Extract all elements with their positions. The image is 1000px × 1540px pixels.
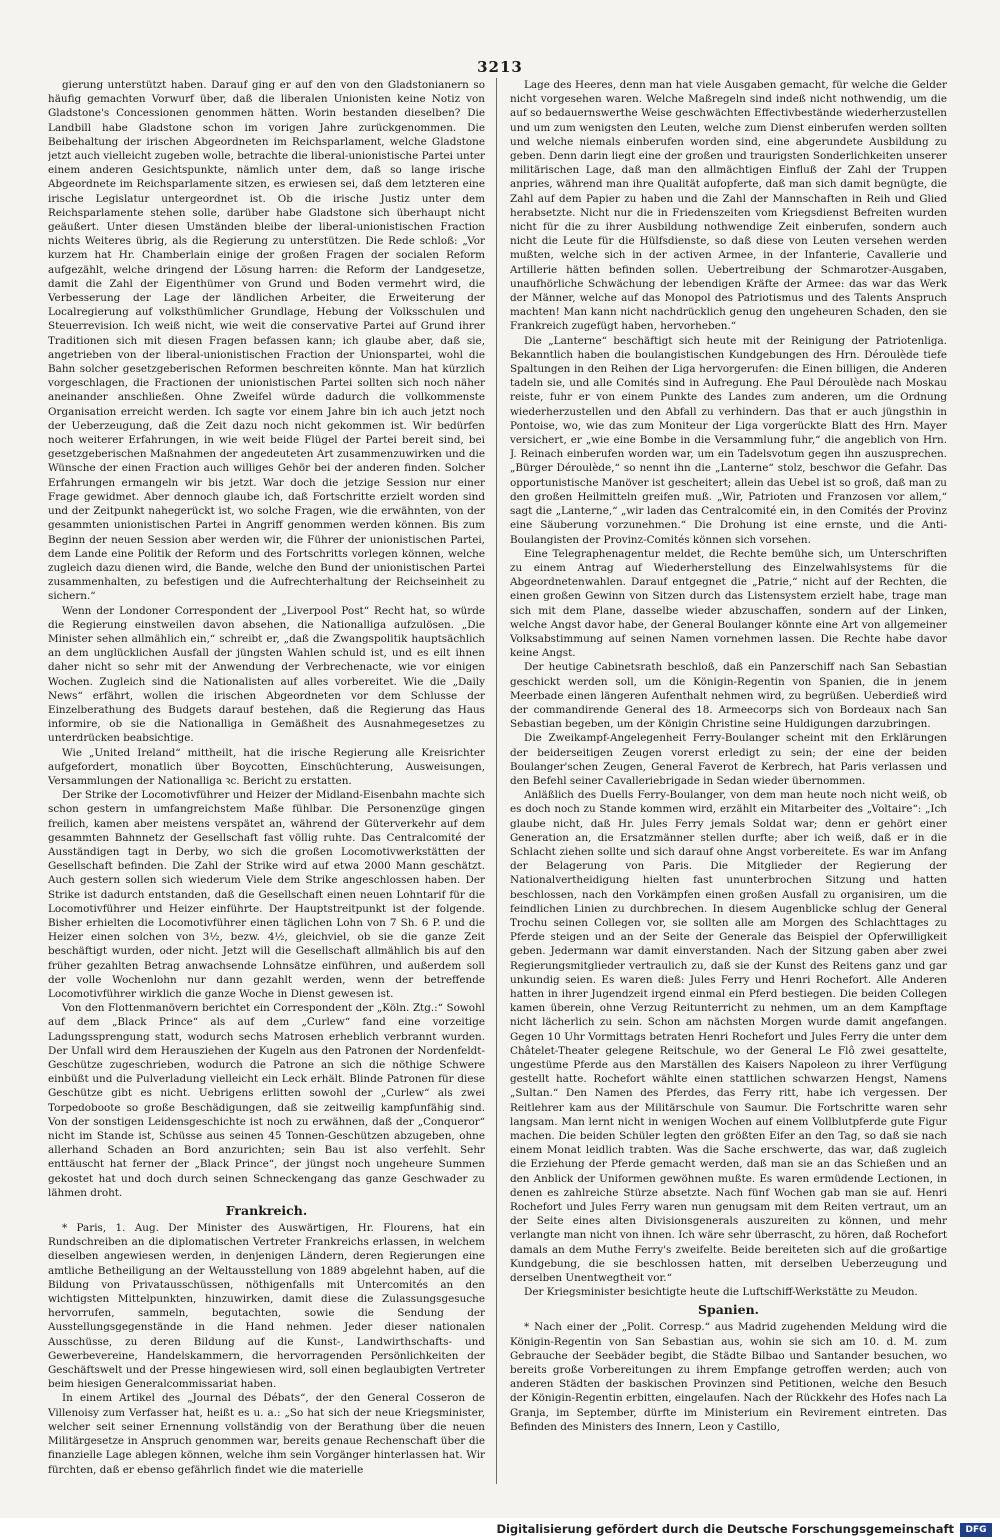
left-column <box>48 78 485 1484</box>
column-divider <box>496 78 497 1484</box>
article-paragraph: * Nach einer der „Polit. Corresp.“ aus Madrid zugehenden Meldung wird die Königin-Regentin von San Sebastian aus, wohin sie sich am 10. d. M. zum Gebrauche der Seebäder begibt, die Städte Bilbao und Santander besuchen, wo bereits große Vorbereitungen zu ihrem Empfange getroffen werden; auch von anderen Städten der baskischen Provinzen sind Petitionen, welche den Besuch der Königin-Regentin erbitten, eingelaufen. Nach der Rückkehr des Hofes nach La Granja, im September, dürfte im Ministerium ein Revirement eintreten. Das Befinden des Ministers des Innern, Leon y Castillo, <box>510 1321 947 1433</box>
article-paragraph: Der Kriegsminister besichtigte heute die Luftschiff-Werkstätte zu Meudon. <box>524 1286 918 1299</box>
article-paragraph: Von den Flottenmanövern berichtet ein Correspondent der „Köln. Ztg.:“ Sowohl auf dem „Black Prince“ als auf dem „Curlew“ fand eine vorzeitige Ladungssprengung statt, wodurch sechs Matrosen erheblich verbrannt wurden. Der Unfall wird dem Herausziehen der Kugeln aus den Patronen der Nordenfeldt-Geschütze zugeschrieben, wodurch die Patrone an sich die nöthige Schwere einbüßt und die Pulverladung vielleicht ein Leck erhält. Blinde Patronen für diese Geschütze gibt es nicht. Uebrigens erlitten sowohl der „Curlew“ als zwei Torpedoboote so große Beschädigungen, daß sie zeitweilig kampfunfähig sind. Von der sonstigen Leidensgeschichte ist noch zu erwähnen, daß der „Conqueror“ nicht im Stande ist, Schüsse aus seinen 45 Tonnen-Geschützen abzugeben, ohne allerhand Schaden an Bord anzurichten; sein Bau ist also verfehlt. Sehr enttäuscht hat ferner der „Black Prince“, der jüngst noch ungeheure Summen gekostet hat und doch durch seinen Schneckengang das ganze Geschwader zu lähmen droht. <box>48 1002 485 1199</box>
article-paragraph: Die „Lanterne“ beschäftigt sich heute mit der Reinigung der Patriotenliga. Bekanntlich haben die boulangistischen Kundgebungen des Hrn. Déroulède tiefe Spaltungen in den Reihen der Liga hervorgerufen: die Einen billigen, die Anderen tadeln sie, und alle Comités sind in Aufregung. Ehe Paul Déroulède nach Moskau reiste, fuhr er von einem Punkte des Landes zum anderen, um die Ordnung wiederherzustellen und den Abfall zu verhindern. Das that er auch jüngsthin in Pontoise, wo, wie das zum Moniteur der Liga vorgerückte Blatt des Hrn. Mayer versichert, er „wie eine Bombe in die Versammlung fuhr,“ die angeblich von Hrn. J. Reinach einberufen worden war, um ein Tadelsvotum gegen ihn auszusprechen. „Bürger Déroulède,“ so nennt ihn die „Lanterne“ stolz, beschwor die Gefahr. Das opportunistische Manöver ist gescheitert; allein das Uebel ist so groß, daß man zu den großen Heilmitteln greifen muß. „Wir, Patrioten und Franzosen vor allem,“ sagt die „Lanterne,“ „wir laden das Centralcomité ein, in den Comités der Provinz eine Säuberung vorzunehmen.“ Die Drohung ist eine ernste, und die Anti-Boulangisten der Provinz-Comités können sich vorsehen. <box>510 334 947 546</box>
page-number: 3213 <box>477 58 523 76</box>
article-paragraph: Lage des Heeres, denn man hat viele Ausgaben gemacht, für welche die Gelder nicht vorgesehen waren. Welche Maßregeln sind indeß nicht nothwendig, um die auf so bedauernswerthe Weise geschwächten Effectivbestände wiederherzustellen und um zum wenigsten den Leuten, welche zum Dienst einberufen werden sollten und welche niemals einberufen worden sind, eine abgerundete Ausbildung zu geben. Denn darin liegt eine der großen und traurigsten Sonderlichkeiten unserer militärischen Lage, daß man den allmächtigen Einfluß der Zahl der Truppen anpries, während man ihre Qualität aufopferte, daß man sich damit begnügte, die Zahl auf dem Papier zu haben und die Zahl der Mannschaften in Reih und Glied herabsetzte. Nicht nur die in Friedenszeiten vom Kriegsdienst Befreiten wurden nicht für die zu ihrer Ausbildung nothwendige Zeit einberufen, sondern auch nicht die Leute für die Hülfsdienste, so daß diese von Leuten versehen werden mußten, welche sich in der activen Armee, in der Infanterie, Cavallerie und Artillerie hätten befinden sollen. Uebertreibung der Schmarotzer-Ausgaben, unaufhörliche Schwächung der lebendigen Kräfte der Armee: das war das Werk der Männer, welche auf das Monopol des Patriotismus und des Talents Anspruch machten! Man kann nicht nachdrücklich genug den ungeheuren Schaden, den sie Frankreich zugefügt haben, hervorheben.“ <box>510 79 947 333</box>
section-heading: Spanien. <box>697 1302 760 1318</box>
article-paragraph: Wie „United Ireland“ mittheilt, hat die irische Regierung alle Kreisrichter aufgefordert, monatlich über Boycotten, Einschüchterung, Ausweisungen, Versammlungen der Nationalliga ꝛc. Bericht zu erstatten. <box>48 746 485 787</box>
section-heading: Frankreich. <box>225 1203 308 1219</box>
article-paragraph: In einem Artikel des „Journal des Débats“, der den General Cosseron de Villenoisy zum Verfasser hat, heißt es u. a.: „So hat sich der neue Kriegsminister, welcher seit seiner Ernennung vollständig von der Berathung über die neuen Militärgesetze in Anspruch genommen war, bereits genaue Rechenschaft über die finanzielle Lage ablegen können, welche ihm sein Vorgänger hinterlassen hat. Wir fürchten, daß er ebenso gefährlich findet wie die materielle <box>48 1392 485 1476</box>
footer-credit: Digitalisierung gefördert durch die Deutsche Forschungsgemeinschaft <box>496 1522 954 1536</box>
dfg-logo-icon: DFG <box>960 1523 992 1537</box>
right-column <box>510 78 947 1484</box>
article-paragraph: Eine Telegraphenagentur meldet, die Rechte bemühe sich, um Unterschriften zu einem Antrag auf Wiederherstellung des Einzelwahlsystems für die Abgeordnetenwahlen. Darauf entgegnet die „Patrie,“ nicht auf der Rechten, die einen großen Gewinn von Sitzen durch das Listensystem erzielt habe, trage man sich mit dem Plane, dasselbe wieder abzuschaffen, sondern auf der Linken, welche Angst davor habe, der General Boulanger könnte eine Art von allgemeiner Volksabstimmung auf seinen Namen vornehmen lassen. Die Rechte habe davor keine Angst. <box>510 547 947 660</box>
article-paragraph: Der Strike der Locomotivführer und Heizer der Midland-Eisenbahn machte sich schon gestern in umfangreichstem Maße fühlbar. Die Personenzüge gingen freilich, kamen aber meistens verspätet an, während der Güterverkehr auf dem gesammten Bahnnetz der Gesellschaft fast völlig ruhte. Das Centralcomité der Ausständigen tagt in Derby, wo sich die großen Locomotivwerkstätten der Gesellschaft befinden. Die Zahl der Strike wird auf etwa 2000 Mann geschätzt. Auch gestern sollen sich wiederum Viele dem Strike angeschlossen haben. Der Strike ist dadurch entstanden, daß die Gesellschaft einen neuen Lohntarif für die Locomotivführer und Heizer einführte. Der Hauptstreitpunkt ist der folgende. Bisher erhielten die Locomotivführer einen täglichen Lohn von 7 Sh. 6 P. und die Heizer einen solchen von 3½, bezw. 4½, gleichviel, ob sie die ganze Zeit beschäftigt wurden, oder nicht. Jetzt will die Gesellschaft allmählich bis auf den früher gezahlten Betrag anwachsende Lohnsätze einführen, und außerdem soll der volle Wochenlohn nur dann gezahlt werden, wenn der betreffende Locomotivführer wirklich die ganze Woche in Dienst gewesen ist. <box>48 789 485 1000</box>
article-paragraph: Der heutige Cabinetsrath beschloß, daß ein Panzerschiff nach San Sebastian geschickt werden soll, um die Königin-Regentin von Spanien, die in jenem Meerbade einen längeren Aufenthalt nehmen wird, zu begrüßen. Ueberdieß wird der commandirende General des 18. Armeecorps sich von Bordeaux nach San Sebastian begeben, um der Königin Christine seine Huldigungen darzubringen. <box>510 661 947 731</box>
article-paragraph: * Paris, 1. Aug. Der Minister des Auswärtigen, Hr. Flourens, hat ein Rundschreiben an die diplomatischen Vertreter Frankreichs erlassen, in welchem dieselben angewiesen werden, in denjenigen Ländern, deren Regierungen eine amtliche Betheiligung an der Weltausstellung von 1889 abgelehnt haben, auf die Bildung von Privatausschüssen, nöthigenfalls mit Untercomités an den wichtigsten Mittelpunkten, hinzuwirken, damit diese die Zulassungsgesuche hervorrufen, sammeln, begutachten, sowie die Sendung der Ausstellungsgegenstände in die Hand nehmen. Jeder dieser nationalen Ausschüsse, zu deren Bildung auf die Kunst-, Landwirthschafts- und Gewerbevereine, Handelskammern, die hervorragenden Persönlichkeiten der Geschäftswelt und der Presse hingewiesen wird, soll einen beglaubigten Vertreter beim hiesigen Generalcommissariat haben. <box>48 1222 485 1391</box>
article-paragraph: Anläßlich des Duells Ferry-Boulanger, von dem man heute noch nicht weiß, ob es doch noch zu Stande kommen wird, erzählt ein Mitarbeiter des „Voltaire“: „Ich glaube nicht, daß Hr. Jules Ferry jemals Soldat war; denn er gehört einer Generation an, die Ersatzmänner stellen durfte; aber ich weiß, daß er in die Schlacht ziehen sollte und sich darauf ohne Angst vorbereitete. Es war im Anfang der Belagerung von Paris. Die Mitglieder der Regierung der Nationalvertheidigung hielten fast ununterbrochen Sitzung und hatten beschlossen, nach den Vorkämpfen einen großen Ausfall zu organisiren, um die feindlichen Linien zu durchbrechen. In diesem Augenblicke schlug der General Trochu seinen Collegen vor, sie sollten alle am Morgen des Schlachttages zu Pferde steigen und an der Seite der Generale das Beispiel der Opferwilligkeit geben. Jedermann war damit einverstanden. Nach der Sitzung gaben aber zwei Regierungsmitglieder vertraulich zu, daß sie der Kunst des Reitens ganz und gar unkundig seien. Es waren dieß: Jules Ferry und Henri Rochefort. Alle Anderen hatten in ihrer Jugendzeit irgend einmal ein Pferd bestiegen. Die beiden Collegen kamen überein, ohne Verzug Reitunterricht zu nehmen, um an dem Kampftage nicht lächerlich zu sein. Schon am nächsten Morgen wurde damit angefangen. Gegen 10 Uhr Vormittags betraten Henri Rochefort und Jules Ferry die unter dem Châtelet-Theater gelegene Reitschule, wo der General Le Flô zwei gesattelte, ungestüme Pferde aus den Marställen des Kaisers Napoleon zu ihrer Verfügung gestellt hatte. Rochefort wählte einen stattlichen schwarzen Hengst, Namens „Sultan.“ Den Namen des Pferdes, das Ferry ritt, habe ich vergessen. Der Reitlehrer kam aus der Militärschule von Saumur. Die Fortschritte waren sehr langsam. Man lernt nicht in wenigen Wochen auf einem Vollblutpferde gute Figur machen. Die beiden Schüler legten den größten Eifer an den Tag, so daß sie nach einem Monat leidlich trabten. Was die Sache erschwerte, das war, daß zugleich die Erziehung der Pferde gemacht werden, daß man sie an das Schießen und an den Anblick der Uniformen gewöhnen mußte. Es waren ermüdende Lectionen, in denen es zahlreiche Stürze absetzte. Nach fünf Wochen gab man sie auf. Henri Rochefort und Jules Ferry waren nun genugsam mit dem Reiten vertraut, um an der Seite eines alten Divisionsgenerals auszureiten zu können, und mehr verlangte man nicht von ihnen. Ich wäre sehr überrascht, zu hören, daß Rochefort damals an dem Muthe Ferry's zweifelte. Beide bereiteten sich auf die großartige Kundgebung, die sie beschlossen hatten, mit derselben Ueberzeugung und derselben Unentwegtheit vor.“ <box>510 789 947 1285</box>
article-paragraph: Die Zweikampf-Angelegenheit Ferry-Boulanger scheint mit den Erklärungen der beiderseitigen Zeugen vorerst erledigt zu sein; der eine der beiden Boulanger'schen Zeugen, General Faverot de Kerbrech, hat Paris verlassen und den Befehl seiner Cavalleriebrigade in Sedan wieder übernommen. <box>510 732 947 787</box>
footer <box>0 1518 1000 1540</box>
article-paragraph: Wenn der Londoner Correspondent der „Liverpool Post“ Recht hat, so würde die Regierung einstweilen davon absehen, die Nationalliga aufzulösen. „Die Minister sehen allmählich ein,“ schreibt er, „daß die Zwangspolitik hauptsächlich an dem unglücklichen Ausfall der jüngsten Wahlen schuld ist, und es eilt ihnen daher nicht so sehr mit der Anwendung der Verbrechenacte, wie vor einigen Wochen. Zugleich sind die Nationalisten auf alles vorbereitet. Wie die „Daily News“ erfährt, wollen die irischen Abgeordneten vor dem Schlusse der Einzelberathung des Budgets darauf bestehen, daß die Regierung das Haus informire, ob sie die Nationalliga in Gemäßheit des Ausnahmegesetzes zu unterdrücken beabsichtige. <box>48 604 485 745</box>
article-paragraph: gierung unterstützt haben. Darauf ging er auf den von den Gladstonianern so häufig gemachten Vorwurf über, daß die liberalen Unionisten keine Notiz von Gladstone's Concessionen genommen hätten. Worin bestanden dieselben? Die Landbill habe Gladstone schon im vorigen Jahre zurückgenommen. Die Beibehaltung der irischen Abgeordneten im Reichsparlament, welche Gladstone jetzt auch vielleicht zugeben wolle, betrachte die liberal-unionistische Partei unter einem anderen Gesichtspunkte, nämlich unter dem, daß so lange irische Abgeordnete im Reichsparlamente sitzen, es erwiesen sei, daß dem letzteren eine irische Legislatur untergeordnet ist. Ob die irische Justiz unter dem Reichsparlamente stehen solle, darüber habe Gladstone sich überhaupt nicht geäußert. Unter diesen Umständen bleibe der liberal-unionistischen Fraction nichts Weiteres übrig, als die Regierung zu unterstützen. Die Rede schloß: „Vor kurzem hat Hr. Chamberlain einige der großen Fragen der socialen Reform aufgezählt, welche dringend der Lösung harren: die Reform der Landgesetze, damit die Zahl der Eigenthümer von Grund und Boden vermehrt wird, die Verbesserung der Lage der ländlichen Arbeiter, die Erweiterung der Localregierung auf volksthümlicher Grundlage, Hebung der Volksschulen und Steuerrevision. Ich weiß nicht, wie weit die conservative Partei auf Grund ihrer Traditionen sich mit diesen Fragen befassen kann; ich glaube aber, daß sie, angetrieben von der liberal-unionistischen Fraction der Unionspartei, wohl die Bahn solcher gesetzgeberischen Reformen beschreiten könnte. Man hat kürzlich vorgeschlagen, die Fractionen der unionistischen Partei sollten sich noch näher aneinander anschließen. Ohne Zweifel würde dadurch die vollkommenste Organisation erreicht werden. Ich sagte vor einem Jahre bin ich auch jetzt noch der Ueberzeugung, daß die Zeit dazu noch nicht gekommen ist. Wir bedürfen noch weiterer Erfahrungen, in wie weit beide Flügel der Partei bereit sind, bei gesetzgeberischen Maßnahmen der angedeuteten Art zusammenzuwirken und die Wünsche der einen Fraction auch williges Gehör bei der anderen finden. Solcher Erfahrungen ermangeln wir bis jetzt. War doch die jetzige Session nur einer Frage gewidmet. Aber dennoch glaube ich, daß Fortschritte erzielt worden sind und der Zeitpunkt nahegerückt ist, wo solche Fragen, wie die erwähnten, von der gesammten unionistischen Partei in Angriff genommen werden können. Bis zum Beginn der neuen Session aber werden wir, die Führer der unionistischen Partei, dem Lande eine Politik der Reform und des Fortschritts vorlegen können, welche zugleich dazu dienen wird, die Bande, welche den Bund der unionistischen Partei zusammenhalten, zu befestigen und die Aufrechterhaltung der Reichseinheit zu sichern.“ <box>48 79 485 603</box>
